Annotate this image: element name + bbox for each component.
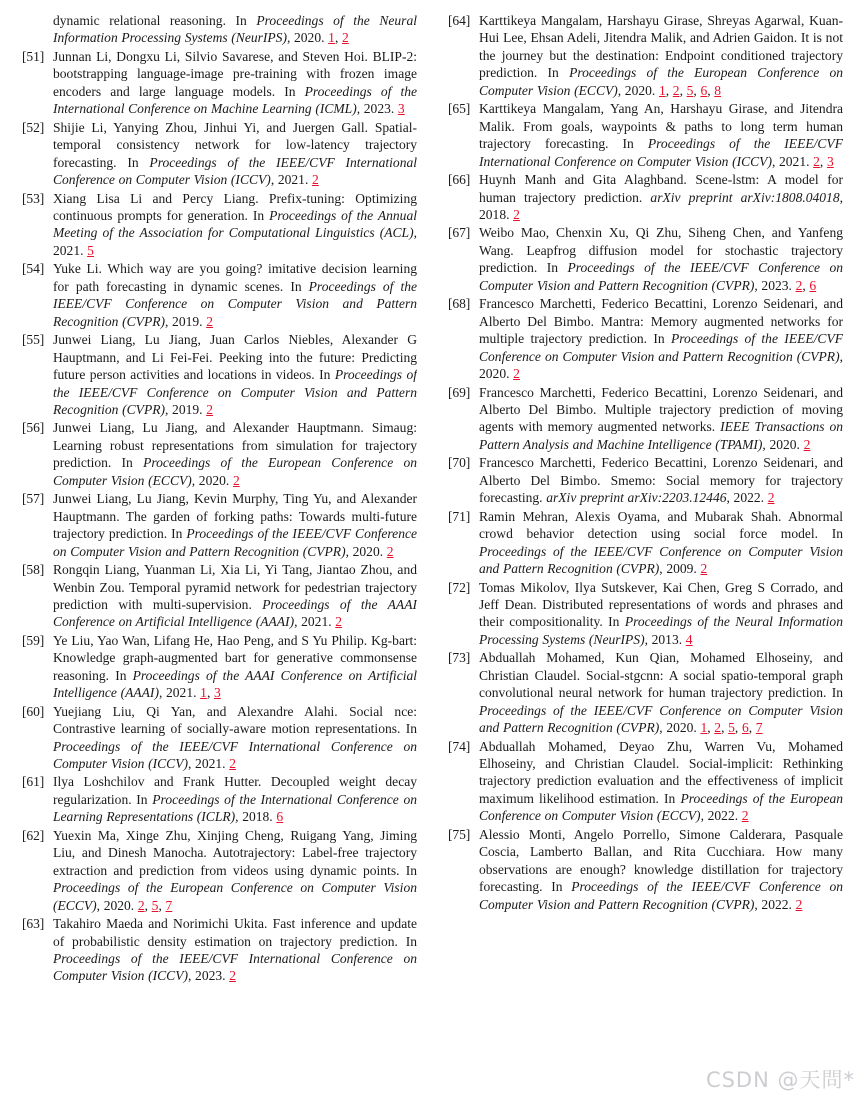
reference-plain-text: Karttikeya Mangalam, Yang An, Harshayu Girase, and Jitendra Malik. From goals, waypoints & paths to long term human trajectory forecasting. In — [479, 101, 843, 152]
reference-text — [479, 384, 843, 454]
reference-text — [479, 12, 843, 99]
reference-text — [53, 331, 417, 418]
citation-page-link[interactable]: 2 — [513, 366, 520, 382]
reference-entry — [448, 649, 843, 736]
venue-italic: Proceedings of the International Conference on Learning Representations (ICLR) — [53, 791, 417, 825]
venue-italic: Proceedings of the IEEE/CVF Conference on Computer Vision and Pattern Recognition (CVPR) — [479, 879, 843, 912]
venue-italic: Proceedings of the Annual Meeting of the Association for Computational Linguistics (ACL) — [53, 207, 417, 241]
reference-plain-text: , — [748, 720, 756, 736]
venue-italic: Proceedings of the Neural Information Processing Systems (NeurIPS) — [53, 13, 417, 46]
reference-plain-text: Tomas Mikolov, Ilya Sutskever, Kai Chen, Greg S Corrado, and Jeff Dean. Distributed representations of words and phrases and their compositionality. In — [479, 579, 843, 630]
reference-text — [53, 190, 417, 260]
venue-italic: Proceedings of the European Conference on Computer Vision (ECCV) — [479, 790, 843, 824]
citation-page-link[interactable]: 8 — [714, 82, 722, 98]
citation-page-link[interactable]: 6 — [809, 277, 817, 293]
reference-entry — [448, 384, 843, 454]
reference-plain-text: , 2022. — [700, 808, 742, 824]
reference-entry — [22, 703, 417, 773]
reference-plain-text: Yuke Li. Which way are you going? imitative decision learning for path forecasting in dynamic scenes. In — [53, 261, 417, 294]
venue-italic: Proceedings of the AAAI Conference on Artificial Intelligence (AAAI) — [53, 596, 417, 630]
venue-italic: IEEE Transactions on Pattern Analysis and Machine Intelligence (TPAMI) — [479, 419, 843, 452]
reference-entry — [22, 260, 417, 330]
reference-text — [53, 915, 417, 985]
reference-text — [479, 579, 843, 649]
reference-plain-text: , 2023. — [188, 968, 230, 984]
reference-text — [53, 12, 417, 47]
reference-text — [479, 649, 843, 736]
reference-plain-text: , 2020. — [617, 82, 659, 98]
reference-number: [70] — [448, 455, 471, 471]
reference-plain-text: Junwei Liang, Lu Jiang, Juan Carlos Niebles, Alexander G Hauptmann, and Li Fei-Fei. Peeking into the future: Predicting future person activities and locations in videos. In — [53, 332, 417, 383]
reference-entry — [22, 490, 417, 560]
citation-page-link[interactable]: 2 — [795, 896, 803, 912]
reference-plain-text: Huynh Manh and Gita Alaghband. Scene-lstm: A model for human trajectory prediction. — [479, 172, 843, 205]
reference-entry — [448, 508, 843, 578]
reference-number: [74] — [448, 738, 471, 754]
reference-plain-text: Francesco Marchetti, Federico Becattini, Lorenzo Seidenari, and Alberto Del Bimbo. Multiple trajectory prediction of moving agents with memory augmented networks. — [479, 384, 843, 435]
reference-plain-text: Francesco Marchetti, Federico Becattini, Lorenzo Seidenari, and Alberto Del Bimbo. Mantra: Memory augmented networks for multiple trajectory prediction. In — [479, 296, 843, 347]
venue-italic: Proceedings of the IEEE/CVF International Conference on Computer Vision (ICCV) — [53, 951, 417, 984]
reference-text — [479, 295, 843, 382]
reference-entry — [22, 331, 417, 418]
reference-text — [479, 224, 843, 294]
reference-plain-text: Xiang Lisa Li and Percy Liang. Prefix-tuning: Optimizing continuous prompts for generation. In — [53, 190, 417, 223]
reference-plain-text: , 2020. — [479, 348, 843, 382]
citation-page-link[interactable]: 1 — [200, 685, 207, 701]
venue-italic: Proceedings of the IEEE/CVF Conference on Computer Vision and Pattern Recognition (CVPR) — [53, 367, 417, 417]
citation-page-link[interactable]: 3 — [826, 153, 834, 169]
reference-plain-text: , 2013. — [644, 631, 686, 647]
reference-plain-text: , 2019. — [165, 401, 207, 417]
reference-plain-text: Shijie Li, Yanying Zhou, Jinhui Yi, and Juergen Gall. Spatial-temporal consistency network for low-latency trajectory forecasting. In — [53, 119, 417, 170]
citation-page-link[interactable]: 2 — [386, 543, 394, 559]
citation-page-link[interactable]: 7 — [755, 720, 763, 736]
reference-plain-text: Abduallah Mohamed, Deyao Zhu, Warren Vu, Mohamed Elhoseiny, and Christian Claudel. Social-implicit: Rethinking trajectory prediction evaluation and the effectiveness of implicit maximum likelihood estimation. In — [479, 738, 843, 806]
reference-plain-text: , 2020. — [659, 720, 701, 736]
reference-plain-text: , — [707, 720, 715, 736]
reference-number: [68] — [448, 296, 471, 312]
venue-italic: Proceedings of the AAAI Conference on Artificial Intelligence (AAAI) — [53, 667, 417, 701]
citation-page-link[interactable]: 5 — [87, 242, 94, 258]
reference-plain-text: Weibo Mao, Chenxin Xu, Qi Zhu, Siheng Chen, and Yanfeng Wang. Leapfrog diffusion model for stochastic trajectory prediction. In — [479, 225, 843, 276]
citation-page-link[interactable]: 6 — [276, 809, 284, 825]
citation-page-link[interactable]: 5 — [728, 720, 735, 736]
citation-page-link[interactable]: 2 — [700, 561, 708, 577]
reference-text — [479, 100, 843, 170]
reference-entry — [448, 295, 843, 382]
citation-page-link[interactable]: 1 — [328, 30, 335, 46]
reference-number: [51] — [22, 48, 45, 64]
reference-plain-text: , — [206, 685, 214, 701]
reference-text — [53, 827, 417, 914]
reference-number: [72] — [448, 579, 471, 595]
reference-text — [479, 454, 843, 506]
venue-italic: Proceedings of the IEEE/CVF Conference on Computer Vision and Pattern Recognition (CVPR) — [53, 278, 417, 329]
reference-plain-text: Yuejiang Liu, Qi Yan, and Alexandre Alahi. Social nce: Contrastive learning of socially-aware motion representations. In — [53, 703, 417, 737]
reference-text — [53, 119, 417, 189]
right-column — [448, 12, 843, 1092]
reference-plain-text: Abduallah Mohamed, Kun Qian, Mohamed Elhoseiny, and Christian Claudel. Social-stgcnn: A social spatio-temporal graph convolutional neural network for human trajectory prediction. In — [479, 650, 843, 701]
reference-number: [67] — [448, 225, 471, 241]
citation-page-link[interactable]: 2 — [714, 720, 722, 736]
reference-entry — [22, 915, 417, 985]
reference-number: [63] — [22, 916, 45, 932]
reference-text — [479, 826, 843, 913]
citation-page-link[interactable]: 2 — [312, 172, 319, 188]
venue-italic: Proceedings of the IEEE/CVF Conference on Computer Vision and Pattern Recognition (CVPR) — [479, 543, 843, 577]
reference-number: [56] — [22, 420, 45, 436]
citation-page-link[interactable]: 2 — [767, 490, 775, 506]
reference-plain-text: dynamic relational reasoning. In — [53, 13, 257, 28]
reference-plain-text: , 2022. — [726, 490, 768, 506]
reference-number: [75] — [448, 826, 471, 842]
venue-italic: Proceedings of the IEEE/CVF International Conference on Computer Vision (ICCV) — [53, 154, 417, 188]
reference-entry — [22, 48, 417, 118]
reference-text — [53, 561, 417, 631]
citation-page-link[interactable]: 2 — [513, 206, 520, 222]
reference-plain-text: , — [693, 82, 701, 98]
reference-text — [53, 419, 417, 489]
citation-page-link[interactable]: 2 — [335, 614, 343, 630]
reference-entry — [448, 579, 843, 649]
reference-number: [52] — [22, 119, 45, 135]
venue-italic: arXiv preprint arXiv:1808.04018 — [650, 189, 840, 205]
reference-plain-text: , — [665, 82, 673, 98]
reference-entry — [448, 100, 843, 170]
two-column-layout — [22, 12, 843, 1092]
citation-page-link[interactable]: 2 — [229, 968, 236, 984]
reference-plain-text: Ilya Loshchilov and Frank Hutter. Decoupled weight decay regularization. In — [53, 774, 417, 807]
citation-page-link[interactable]: 2 — [672, 82, 680, 98]
venue-italic: Proceedings of the European Conference on Computer Vision (ECCV) — [479, 65, 843, 98]
reference-plain-text: Junwei Liang, Lu Jiang, and Alexander Hauptmann. Simaug: Learning robust representations from simulation for trajectory prediction. In — [53, 420, 417, 471]
reference-entry — [448, 12, 843, 99]
citation-page-link[interactable]: 1 — [658, 82, 666, 98]
venue-italic: Proceedings of the IEEE/CVF Conference on Computer Vision and Pattern Recognition (CVPR) — [479, 260, 843, 293]
reference-plain-text: , 2019. — [165, 313, 207, 329]
reference-plain-text: , 2023. — [754, 277, 796, 293]
reference-entry — [448, 224, 843, 294]
left-column — [22, 12, 417, 1092]
reference-plain-text: , 2022. — [754, 896, 796, 912]
venue-italic: Proceedings of the European Conference on Computer Vision (ECCV) — [53, 880, 417, 913]
reference-plain-text: , — [679, 82, 687, 98]
reference-entry — [22, 827, 417, 914]
reference-entry — [22, 632, 417, 702]
reference-number: [53] — [22, 190, 45, 206]
reference-number: [66] — [448, 172, 471, 188]
reference-plain-text: , 2021. — [270, 172, 312, 188]
reference-plain-text: Alessio Monti, Angelo Porrello, Simone Calderara, Pasquale Coscia, Lamberto Ballan, and Rita Cucchiara. How many observations are enough? knowledge distillation for trajectory forecasting. In — [479, 826, 843, 895]
citation-page-link[interactable]: 2 — [137, 897, 145, 913]
citation-page-link[interactable]: 2 — [795, 277, 803, 293]
reference-text — [53, 490, 417, 560]
reference-text — [53, 703, 417, 773]
reference-plain-text: , 2020. — [96, 897, 138, 913]
reference-plain-text: , — [721, 720, 729, 736]
citation-page-link[interactable]: 5 — [686, 82, 694, 98]
citation-page-link[interactable]: 5 — [151, 897, 159, 913]
csdn-watermark: CSDN @天問* — [705, 1068, 855, 1092]
venue-italic: Proceedings of the European Conference on Computer Vision (ECCV) — [53, 455, 417, 488]
citation-page-link[interactable]: 2 — [206, 313, 213, 329]
reference-plain-text: , — [334, 30, 342, 46]
reference-entry — [22, 773, 417, 825]
reference-entry — [22, 12, 417, 47]
reference-text — [479, 171, 843, 223]
reference-entry — [448, 826, 843, 913]
reference-plain-text: Junwei Liang, Lu Jiang, Kevin Murphy, Ting Yu, and Alexander Hauptmann. The garden of forking paths: Towards multi-future trajectory prediction. In — [53, 491, 417, 542]
reference-number: [62] — [22, 827, 45, 843]
reference-text — [53, 260, 417, 330]
reference-plain-text: , 2009. — [659, 561, 701, 577]
reference-plain-text: Ramin Mehran, Alexis Oyama, and Mubarak Shah. Abnormal crowd behavior detection using social force model. In — [479, 508, 843, 542]
reference-number: [64] — [448, 13, 471, 28]
venue-italic: Proceedings of the IEEE/CVF Conference on Computer Vision and Pattern Recognition (CVPR) — [479, 702, 843, 736]
reference-plain-text: , 2018. — [479, 189, 843, 222]
citation-page-link[interactable]: 6 — [700, 82, 708, 98]
reference-number: [59] — [22, 632, 45, 648]
citation-page-link[interactable]: 4 — [685, 631, 693, 647]
venue-italic: Proceedings of the IEEE/CVF International Conference on Computer Vision (ICCV) — [53, 738, 417, 772]
reference-number: [61] — [22, 774, 45, 790]
reference-number: [71] — [448, 508, 471, 524]
citation-page-link[interactable]: 1 — [700, 720, 708, 736]
venue-italic: Proceedings of the IEEE/CVF Conference on Computer Vision and Pattern Recognition (CVPR) — [479, 331, 843, 364]
reference-number: [73] — [448, 650, 471, 666]
reference-plain-text: Francesco Marchetti, Federico Becattini, Lorenzo Seidenari, and Alberto Del Bimbo. Smemo: Social memory for trajectory forecasting. — [479, 455, 843, 506]
reference-entry — [22, 419, 417, 489]
reference-plain-text: Ye Liu, Yao Wan, Lifang He, Hao Peng, and S Yu Philip. Kg-bart: Knowledge graph-augmented bart for generative commonsense reasoning. In — [53, 632, 417, 683]
reference-number: [60] — [22, 703, 45, 719]
reference-number: [65] — [448, 101, 471, 117]
reference-number: [57] — [22, 491, 45, 507]
reference-plain-text: , 2021. — [53, 225, 417, 258]
citation-page-link[interactable]: 2 — [813, 153, 820, 169]
reference-plain-text: Yuexin Ma, Xinge Zhu, Xinjing Cheng, Ruigang Yang, Jiming Liu, and Dinesh Manocha. Autotrajectory: Label-free trajectory extraction and prediction from videos using dynamic points. In — [53, 827, 417, 878]
reference-plain-text: , 2021. — [158, 685, 201, 701]
reference-plain-text: , 2021. — [188, 756, 230, 772]
venue-italic: arXiv preprint arXiv:2203.12446 — [546, 490, 727, 506]
citation-page-link[interactable]: 6 — [741, 720, 749, 736]
reference-plain-text: Junnan Li, Dongxu Li, Silvio Savarese, and Steven Hoi. BLIP-2: bootstrapping language-image pre-training with frozen image encoders and large language models. In — [53, 48, 417, 99]
citation-page-link[interactable]: 2 — [229, 756, 236, 772]
reference-text — [479, 508, 843, 578]
reference-plain-text: , — [707, 82, 715, 98]
reference-plain-text: , 2020. — [286, 30, 329, 46]
reference-number: [54] — [22, 261, 45, 277]
reference-plain-text: , 2020. — [345, 543, 387, 559]
reference-number: [69] — [448, 384, 471, 400]
venue-italic: Proceedings of the Neural Information Processing Systems (NeurIPS) — [479, 614, 843, 647]
reference-plain-text: , — [819, 153, 827, 169]
reference-entry — [448, 171, 843, 223]
reference-number: [58] — [22, 562, 45, 578]
reference-plain-text: Karttikeya Mangalam, Harshayu Girase, Shreyas Agarwal, Kuan-Hui Lee, Ehsan Adeli, Jitendra Malik, and Adrien Gaidon. It is not the journey but the destination: Endpoint conditioned trajectory prediction. In — [479, 13, 843, 81]
venue-italic: Proceedings of the IEEE/CVF International Conference on Computer Vision (ICCV) — [479, 136, 843, 169]
reference-plain-text: , 2021. — [294, 614, 336, 630]
reference-plain-text: , 2020. — [191, 472, 233, 488]
reference-plain-text: Takahiro Maeda and Norimichi Ukita. Fast inference and update of probabilistic density estimation on trajectory prediction. In — [53, 916, 417, 949]
reference-plain-text: , 2023. — [356, 101, 398, 117]
venue-italic: Proceedings of the IEEE/CVF Conference on Computer Vision and Pattern Recognition (CVPR) — [53, 526, 417, 559]
reference-plain-text: , — [802, 277, 810, 293]
reference-plain-text: , 2018. — [235, 809, 277, 825]
reference-plain-text: , — [144, 897, 152, 913]
reference-plain-text: , 2021. — [771, 153, 814, 169]
citation-page-link[interactable]: 2 — [341, 30, 349, 46]
citation-page-link[interactable]: 3 — [213, 685, 221, 701]
reference-text — [479, 738, 843, 825]
reference-entry — [22, 190, 417, 260]
citation-page-link[interactable]: 2 — [206, 401, 213, 417]
venue-italic: Proceedings of the International Conference on Machine Learning (ICML) — [53, 83, 417, 117]
citation-page-link[interactable]: 2 — [803, 436, 811, 452]
reference-number: [55] — [22, 332, 45, 348]
reference-text — [53, 48, 417, 118]
citation-page-link[interactable]: 2 — [741, 808, 749, 824]
reference-plain-text: , 2020. — [762, 436, 804, 452]
reference-text — [53, 773, 417, 825]
reference-plain-text: Rongqin Liang, Yuanman Li, Xia Li, Yi Tang, Jiantao Zhou, and Wenbin Zou. Temporal pyramid network for pedestrian trajectory prediction with multi-supervision. — [53, 562, 417, 612]
citation-page-link[interactable]: 3 — [397, 101, 405, 117]
citation-page-link[interactable]: 2 — [232, 472, 240, 488]
reference-entry — [448, 738, 843, 825]
reference-plain-text: , — [158, 897, 166, 913]
reference-entry — [22, 561, 417, 631]
reference-plain-text: , — [734, 720, 742, 736]
reference-entry — [448, 454, 843, 506]
reference-text — [53, 632, 417, 702]
citation-page-link[interactable]: 7 — [165, 897, 173, 913]
reference-entry — [22, 119, 417, 189]
